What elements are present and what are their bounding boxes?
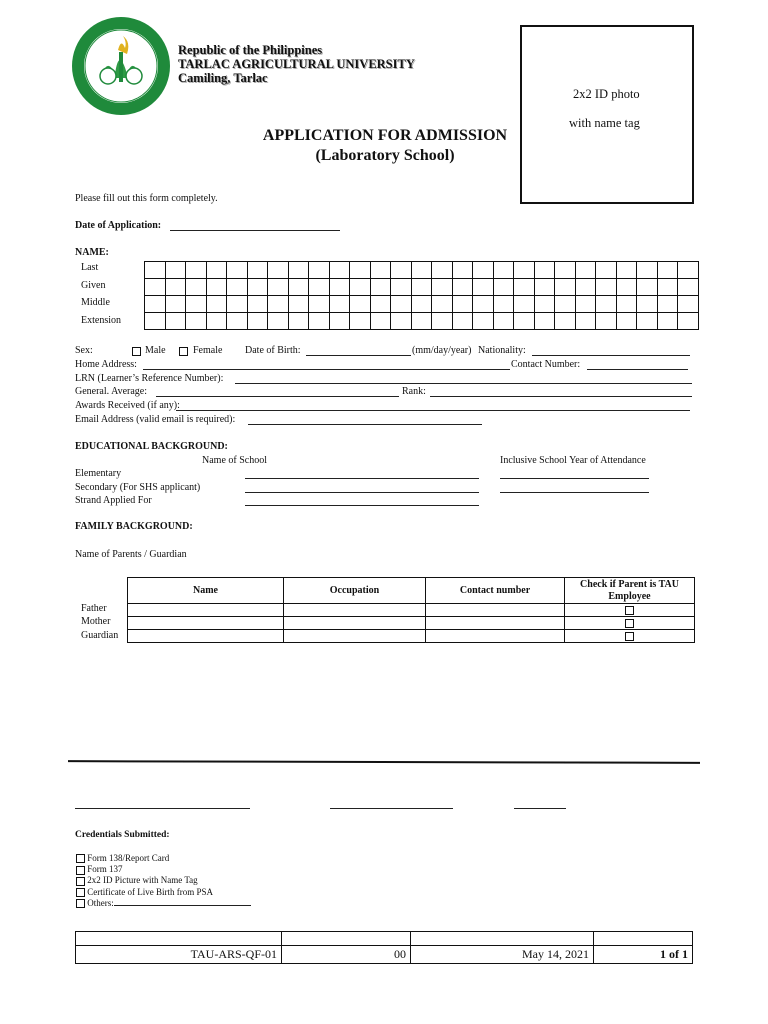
- name-grid-cell[interactable]: [575, 313, 596, 330]
- rank-field[interactable]: [430, 396, 692, 397]
- name-grid-cell[interactable]: [268, 313, 289, 330]
- revision: 00: [282, 946, 411, 964]
- name-grid-cell[interactable]: [493, 262, 514, 279]
- contact-number-field[interactable]: [587, 369, 688, 370]
- general-average-field[interactable]: [156, 396, 399, 397]
- name-grid-cell[interactable]: [637, 262, 658, 279]
- table-row: [128, 630, 695, 643]
- name-grid[interactable]: [144, 261, 699, 330]
- name-grid-cell[interactable]: [329, 262, 350, 279]
- family-table: [127, 577, 695, 643]
- name-grid-cell[interactable]: [473, 262, 494, 279]
- name-grid-cell[interactable]: [268, 279, 289, 296]
- name-grid-cell[interactable]: [514, 313, 535, 330]
- education-heading: EDUCATIONAL BACKGROUND:: [75, 441, 228, 452]
- name-grid-cell[interactable]: [411, 279, 432, 296]
- guardian-contact-cell[interactable]: [426, 630, 565, 643]
- name-grid-cell[interactable]: [411, 313, 432, 330]
- university-header: [178, 43, 415, 85]
- header-university: TARLAC AGRICULTURAL UNIVERSITY: [178, 57, 415, 71]
- header-republic: Republic of the Philippines: [178, 43, 323, 57]
- name-grid-cell[interactable]: [596, 262, 617, 279]
- family-row-mother: Mother: [81, 616, 111, 627]
- father-check-cell: [565, 604, 695, 617]
- photo-label-2: with name tag: [569, 116, 640, 130]
- form-title: [250, 126, 520, 166]
- header-location: Camiling, Tarlac: [178, 71, 268, 85]
- education-col-year: Inclusive School Year of Attendance: [500, 455, 646, 466]
- name-grid-cell[interactable]: [534, 296, 555, 313]
- dob-field[interactable]: [306, 355, 411, 356]
- credential-item: [76, 887, 251, 898]
- instructions: Please fill out this form completely.: [75, 193, 218, 204]
- name-grid-cell[interactable]: [555, 262, 576, 279]
- name-grid-row: [145, 296, 699, 313]
- credential-label: 2x2 ID Picture with Name Tag: [87, 875, 198, 886]
- name-grid-cell[interactable]: [534, 279, 555, 296]
- page-number: 1 of 1: [594, 946, 693, 964]
- lrn-label: LRN (Learner’s Reference Number):: [75, 373, 224, 384]
- name-label-extension: Extension: [81, 315, 121, 326]
- name-grid-cell[interactable]: [288, 262, 309, 279]
- father-tau-checkbox[interactable]: [625, 606, 634, 615]
- name-grid-cell[interactable]: [350, 279, 371, 296]
- name-grid-cell[interactable]: [145, 279, 166, 296]
- name-grid-cell[interactable]: [616, 262, 637, 279]
- credentials-heading: Credentials Submitted:: [75, 830, 170, 840]
- name-grid-cell[interactable]: [329, 313, 350, 330]
- name-grid-cell[interactable]: [432, 296, 453, 313]
- strand-field[interactable]: [245, 505, 479, 506]
- female-label: Female: [193, 345, 223, 356]
- father-name-cell[interactable]: [128, 604, 284, 617]
- name-grid-cell[interactable]: [288, 313, 309, 330]
- name-grid-cell[interactable]: [596, 296, 617, 313]
- name-grid-cell[interactable]: [309, 296, 330, 313]
- name-grid-cell[interactable]: [657, 313, 678, 330]
- name-grid-cell[interactable]: [616, 296, 637, 313]
- name-grid-cell[interactable]: [575, 262, 596, 279]
- name-grid-cell[interactable]: [186, 279, 207, 296]
- email-label: Email Address (valid email is required):: [75, 414, 236, 425]
- family-subheading: Name of Parents / Guardian: [75, 549, 187, 560]
- name-grid-cell[interactable]: [575, 279, 596, 296]
- male-label: Male: [145, 345, 166, 356]
- name-grid-cell[interactable]: [514, 296, 535, 313]
- name-label-last: Last: [81, 262, 99, 273]
- name-grid-cell[interactable]: [678, 313, 699, 330]
- name-grid-cell[interactable]: [514, 262, 535, 279]
- family-heading: FAMILY BACKGROUND:: [75, 521, 193, 532]
- name-grid-cell[interactable]: [411, 262, 432, 279]
- name-grid-cell[interactable]: [514, 279, 535, 296]
- name-grid-row: [145, 279, 699, 296]
- name-grid-cell[interactable]: [452, 296, 473, 313]
- name-grid-cell[interactable]: [432, 313, 453, 330]
- name-grid-cell[interactable]: [165, 296, 186, 313]
- table-row: [128, 604, 695, 617]
- effectivity-date: May 14, 2021: [411, 946, 594, 964]
- credential-checkbox[interactable]: [76, 888, 85, 897]
- signature-line-3[interactable]: [514, 808, 566, 809]
- lrn-field[interactable]: [235, 383, 692, 384]
- name-grid-cell[interactable]: [206, 279, 227, 296]
- credential-item: [76, 875, 251, 886]
- name-grid-cell[interactable]: [268, 262, 289, 279]
- education-row-secondary: Secondary (For SHS applicant): [75, 482, 201, 493]
- name-grid-cell[interactable]: [309, 313, 330, 330]
- male-checkbox[interactable]: [132, 347, 141, 356]
- name-grid-cell[interactable]: [596, 313, 617, 330]
- signature-line-1[interactable]: [75, 808, 250, 809]
- name-grid-cell[interactable]: [637, 296, 658, 313]
- name-grid-cell[interactable]: [678, 296, 699, 313]
- name-grid-cell[interactable]: [678, 279, 699, 296]
- home-address-field[interactable]: [143, 369, 510, 370]
- father-contact-cell[interactable]: [426, 604, 565, 617]
- name-grid-cell[interactable]: [268, 296, 289, 313]
- name-grid-cell[interactable]: [534, 262, 555, 279]
- name-grid-cell[interactable]: [370, 262, 391, 279]
- name-grid-row: [145, 313, 699, 330]
- family-row-guardian: Guardian: [81, 630, 119, 641]
- date-of-application-label: Date of Application:: [75, 220, 162, 231]
- name-grid-cell[interactable]: [247, 313, 268, 330]
- document-control-table: [75, 931, 693, 964]
- name-grid-cell[interactable]: [350, 262, 371, 279]
- guardian-name-cell[interactable]: [128, 630, 284, 643]
- name-grid-cell[interactable]: [637, 279, 658, 296]
- guardian-tau-checkbox[interactable]: [625, 632, 634, 641]
- name-grid-cell[interactable]: [391, 262, 412, 279]
- family-col-name: Name: [128, 578, 284, 604]
- name-grid-cell[interactable]: [411, 296, 432, 313]
- name-grid-cell[interactable]: [186, 296, 207, 313]
- education-row-strand: Strand Applied For: [75, 495, 152, 506]
- name-grid-cell[interactable]: [206, 296, 227, 313]
- home-address-label: Home Address:: [75, 359, 137, 370]
- others-field[interactable]: [114, 905, 251, 906]
- name-grid-cell[interactable]: [370, 279, 391, 296]
- doc-code: TAU-ARS-QF-01: [76, 946, 282, 964]
- name-grid-cell[interactable]: [432, 279, 453, 296]
- name-grid-cell[interactable]: [309, 279, 330, 296]
- footer-blank-cell: [76, 932, 282, 946]
- rank-label: Rank:: [402, 386, 426, 397]
- family-col-tau-employee: Check if Parent is TAU Employee: [565, 578, 695, 604]
- title-sub: (Laboratory School): [315, 147, 455, 164]
- name-grid-cell[interactable]: [534, 313, 555, 330]
- name-grid-cell[interactable]: [227, 313, 248, 330]
- name-grid-cell[interactable]: [657, 296, 678, 313]
- name-grid-cell[interactable]: [329, 296, 350, 313]
- awards-field[interactable]: [176, 410, 690, 411]
- credential-checkbox[interactable]: [76, 854, 85, 863]
- name-grid-cell[interactable]: [186, 313, 207, 330]
- awards-label: Awards Received (if any):: [75, 400, 180, 411]
- name-grid-cell[interactable]: [370, 296, 391, 313]
- name-grid-cell[interactable]: [227, 279, 248, 296]
- elementary-year-field[interactable]: [500, 478, 649, 479]
- name-grid-cell[interactable]: [452, 262, 473, 279]
- dob-label: Date of Birth:: [245, 345, 301, 356]
- general-average-label: General. Average:: [75, 386, 147, 397]
- credential-checkbox[interactable]: [76, 866, 85, 875]
- name-grid-cell[interactable]: [370, 313, 391, 330]
- name-grid-cell[interactable]: [391, 313, 412, 330]
- date-of-application-field[interactable]: [170, 230, 340, 231]
- name-grid-cell[interactable]: [555, 313, 576, 330]
- credential-label: Certificate of Live Birth from PSA: [87, 886, 213, 897]
- name-grid-cell[interactable]: [247, 296, 268, 313]
- credential-label: Others:: [87, 897, 114, 908]
- dob-format: (mm/day/year): [412, 345, 472, 356]
- name-grid-cell[interactable]: [616, 313, 637, 330]
- section-divider: [68, 760, 700, 764]
- secondary-school-field[interactable]: [245, 492, 479, 493]
- father-occupation-cell[interactable]: [284, 604, 426, 617]
- guardian-check-cell: [565, 630, 695, 643]
- name-grid-cell[interactable]: [145, 262, 166, 279]
- credential-label: Form 138/Report Card: [87, 853, 170, 863]
- name-grid-cell[interactable]: [206, 313, 227, 330]
- name-label-middle: Middle: [81, 297, 110, 308]
- mother-name-cell[interactable]: [128, 617, 284, 630]
- name-grid-cell[interactable]: [206, 262, 227, 279]
- table-row: [128, 617, 695, 630]
- signature-line-2[interactable]: [330, 808, 453, 809]
- credential-item: [76, 853, 251, 864]
- elementary-school-field[interactable]: [245, 478, 479, 479]
- name-grid-cell[interactable]: [657, 279, 678, 296]
- name-grid-cell[interactable]: [165, 313, 186, 330]
- family-col-contact: Contact number: [426, 578, 565, 604]
- name-grid-cell[interactable]: [145, 296, 166, 313]
- name-grid-cell[interactable]: [165, 279, 186, 296]
- name-grid-cell[interactable]: [678, 262, 699, 279]
- nationality-label: Nationality:: [478, 345, 526, 356]
- name-grid-cell[interactable]: [452, 313, 473, 330]
- family-col-occupation: Occupation: [284, 578, 426, 604]
- name-heading: NAME:: [75, 247, 109, 258]
- name-grid-cell[interactable]: [391, 279, 412, 296]
- name-grid-cell[interactable]: [657, 262, 678, 279]
- credential-item: [76, 898, 251, 909]
- name-grid-cell[interactable]: [145, 313, 166, 330]
- name-grid-cell[interactable]: [596, 279, 617, 296]
- credential-label: Form 137: [87, 864, 123, 875]
- name-grid-cell[interactable]: [350, 313, 371, 330]
- credential-checkbox[interactable]: [76, 877, 85, 886]
- name-grid-cell[interactable]: [493, 296, 514, 313]
- name-grid-cell[interactable]: [473, 296, 494, 313]
- education-row-elementary: Elementary: [75, 468, 122, 479]
- nationality-field[interactable]: [532, 355, 690, 356]
- name-grid-cell[interactable]: [493, 313, 514, 330]
- footer-blank-cell: [594, 932, 693, 946]
- name-grid-cell[interactable]: [391, 296, 412, 313]
- female-checkbox[interactable]: [179, 347, 188, 356]
- credential-checkbox[interactable]: [76, 899, 85, 908]
- name-grid-cell[interactable]: [165, 262, 186, 279]
- mother-check-cell: [565, 617, 695, 630]
- guardian-occupation-cell[interactable]: [284, 630, 426, 643]
- name-grid-cell[interactable]: [452, 279, 473, 296]
- name-grid-cell[interactable]: [288, 279, 309, 296]
- education-col-school: Name of School: [202, 455, 267, 466]
- name-grid-cell[interactable]: [575, 296, 596, 313]
- university-logo: [71, 16, 171, 116]
- name-grid-cell[interactable]: [309, 262, 330, 279]
- sex-label: Sex:: [75, 345, 93, 356]
- name-grid-cell[interactable]: [247, 262, 268, 279]
- name-grid-cell[interactable]: [432, 262, 453, 279]
- credential-item: [76, 864, 251, 875]
- name-grid-cell[interactable]: [616, 279, 637, 296]
- name-grid-cell[interactable]: [186, 262, 207, 279]
- credentials-list: [76, 853, 251, 909]
- photo-box: [520, 25, 694, 204]
- name-grid-cell[interactable]: [329, 279, 350, 296]
- mother-tau-checkbox[interactable]: [625, 619, 634, 628]
- name-grid-cell[interactable]: [555, 296, 576, 313]
- secondary-year-field[interactable]: [500, 492, 649, 493]
- family-row-father: Father: [81, 603, 107, 614]
- footer-blank-cell: [411, 932, 594, 946]
- contact-number-label: Contact Number:: [511, 359, 581, 370]
- footer-blank-cell: [282, 932, 411, 946]
- name-grid-cell[interactable]: [555, 279, 576, 296]
- name-grid-cell[interactable]: [227, 296, 248, 313]
- mother-occupation-cell[interactable]: [284, 617, 426, 630]
- name-grid-cell[interactable]: [247, 279, 268, 296]
- name-grid-cell[interactable]: [288, 296, 309, 313]
- name-grid-row: [145, 262, 699, 279]
- title-main: APPLICATION FOR ADMISSION: [262, 127, 508, 144]
- name-grid-cell[interactable]: [350, 296, 371, 313]
- name-label-given: Given: [81, 280, 106, 291]
- photo-label-1: 2x2 ID photo: [573, 87, 640, 101]
- name-grid-cell[interactable]: [637, 313, 658, 330]
- name-grid-cell[interactable]: [473, 279, 494, 296]
- name-grid-cell[interactable]: [227, 262, 248, 279]
- email-field[interactable]: [248, 424, 482, 425]
- name-grid-cell[interactable]: [473, 313, 494, 330]
- name-grid-cell[interactable]: [493, 279, 514, 296]
- mother-contact-cell[interactable]: [426, 617, 565, 630]
